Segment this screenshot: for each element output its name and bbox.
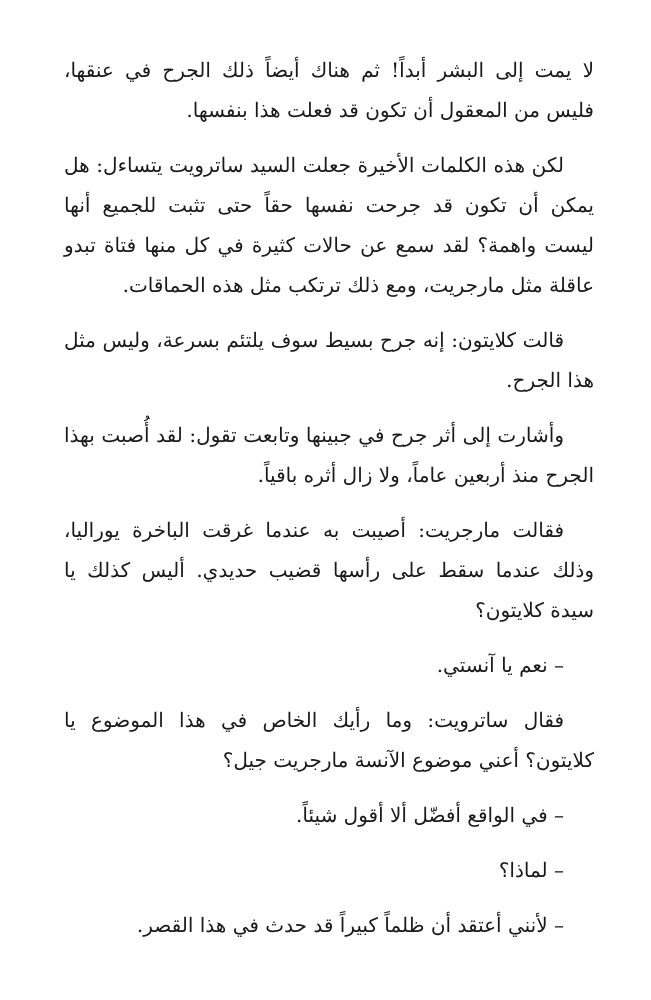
dialogue-line-4: – لأنني أعتقد أن ظلماً كبيراً قد حدث في هذا القصر.: [136, 913, 564, 937]
dialogue-line-3: – لماذا؟: [498, 858, 564, 882]
paragraph-1: لا يمت إلى البشر أبداً! ثم هناك أيضاً ذلك الجرح في عنقها، فليس من المعقول أن تكون قد فعلت هذا بنفسها.: [64, 58, 594, 122]
paragraph-5: فقالت مارجريت: أصيبت به عندما غرقت الباخرة يوراليا، وذلك عندما سقط على رأسها قضيب حديدي. أليس كذلك يا سيدة كلايتون؟: [64, 518, 594, 622]
page-body: [64, 50, 594, 960]
paragraph-6: فقال ساترويت: وما رأيك الخاص في هذا الموضوع يا كلايتون؟ أعني موضوع الآنسة مارجريت جيل؟: [64, 708, 594, 772]
dialogue-line-2: – في الواقع أفضّل ألا أقول شيئاً.: [296, 803, 564, 827]
paragraph-2: لكن هذه الكلمات الأخيرة جعلت السيد ساترويت يتساءل: هل يمكن أن تكون قد جرحت نفسها حقاً حتى تثبت للجميع أنها ليست واهمة؟ لقد سمع عن حالات كثيرة في كل منها فتاة تبدو عاقلة مثل مارجريت، ومع ذلك ترتكب مثل هذه الحماقات.: [64, 153, 594, 297]
dialogue-line-1: – نعم يا آنستي.: [436, 653, 564, 677]
paragraph-4: وأشارت إلى أثر جرح في جبينها وتابعت تقول: لقد أُصبت بهذا الجرح منذ أربعين عاماً، ولا زال أثره باقياً.: [64, 423, 594, 487]
paragraph-3: قالت كلايتون: إنه جرح بسيط سوف يلتئم بسرعة، وليس مثل هذا الجرح.: [64, 328, 594, 392]
